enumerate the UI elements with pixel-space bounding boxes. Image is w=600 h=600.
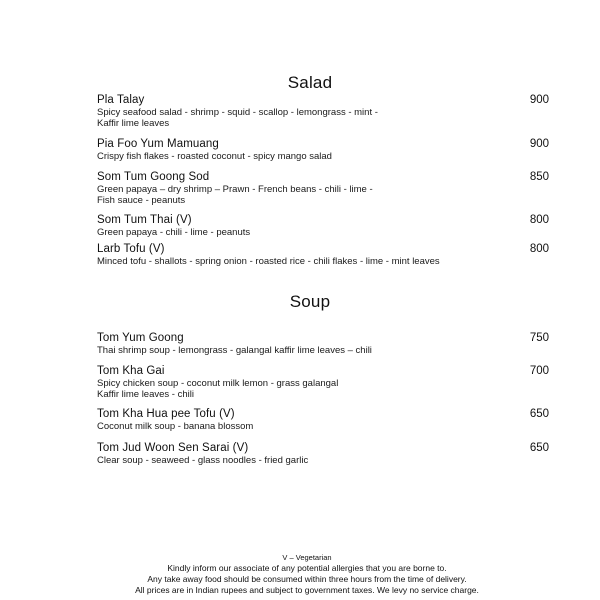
- menu-item: [97, 408, 549, 432]
- section-title-soup: Soup: [289, 292, 331, 311]
- menu-item: [97, 214, 549, 238]
- allergy-note: Kindly inform our associate of any potential allergies that you are borne to.: [167, 563, 447, 573]
- vegetarian-legend: V – Vegetarian: [282, 553, 332, 562]
- item-description: Clear soup - seaweed - glass noodles - fried garlic: [97, 455, 309, 466]
- item-description: Green papaya - chili - lime - peanuts: [97, 227, 251, 238]
- menu-item: [97, 332, 549, 356]
- item-description: Coconut milk soup - banana blossom: [97, 421, 254, 432]
- menu-item: [97, 442, 549, 466]
- item-price: 900: [529, 94, 549, 106]
- item-description: Crispy fish flakes - roasted coconut - spicy mango salad: [97, 151, 332, 162]
- pricing-note: All prices are in Indian rupees and subject to government taxes. We levy no service charge.: [135, 585, 479, 595]
- item-name: Pia Foo Yum Mamuang: [97, 138, 219, 150]
- item-price: 800: [529, 214, 549, 226]
- menu-item: [97, 138, 549, 162]
- item-name: Tom Jud Woon Sen Sarai (V): [97, 442, 249, 454]
- menu-item: [97, 365, 549, 400]
- item-description: Spicy seafood salad - shrimp - squid - scallop - lemongrass - mint - Kaffir lime leaves: [97, 107, 378, 129]
- takeaway-note: Any take away food should be consumed within three hours from the time of delivery.: [147, 574, 467, 584]
- item-name: Pla Talay: [97, 94, 145, 106]
- item-name: Som Tum Thai (V): [97, 214, 192, 226]
- item-name: Tom Kha Gai: [97, 365, 165, 377]
- item-name: Larb Tofu (V): [97, 243, 165, 255]
- item-price: 900: [529, 138, 549, 150]
- item-description: Thai shrimp soup - lemongrass - galangal kaffir lime leaves – chili: [97, 345, 372, 356]
- menu-footer: [0, 553, 600, 596]
- item-name: Tom Kha Hua pee Tofu (V): [97, 408, 235, 420]
- item-price: 800: [529, 243, 549, 255]
- item-price: 750: [529, 332, 549, 344]
- item-name: Tom Yum Goong: [97, 332, 184, 344]
- menu-item: [97, 171, 549, 206]
- menu-item: [97, 94, 549, 129]
- item-price: 650: [529, 408, 549, 420]
- item-description: Spicy chicken soup - coconut milk lemon - grass galangal Kaffir lime leaves - chili: [97, 378, 339, 400]
- item-description: Green papaya – dry shrimp – Prawn - French beans - chili - lime - Fish sauce - peanuts: [97, 184, 373, 206]
- item-price: 850: [529, 171, 549, 183]
- item-description: Minced tofu - shallots - spring onion - roasted rice - chili flakes - lime - mint leaves: [97, 256, 440, 267]
- section-title-salad: Salad: [287, 73, 333, 92]
- menu-item: [97, 243, 549, 267]
- item-price: 650: [529, 442, 549, 454]
- item-price: 700: [529, 365, 549, 377]
- item-name: Som Tum Goong Sod: [97, 171, 210, 183]
